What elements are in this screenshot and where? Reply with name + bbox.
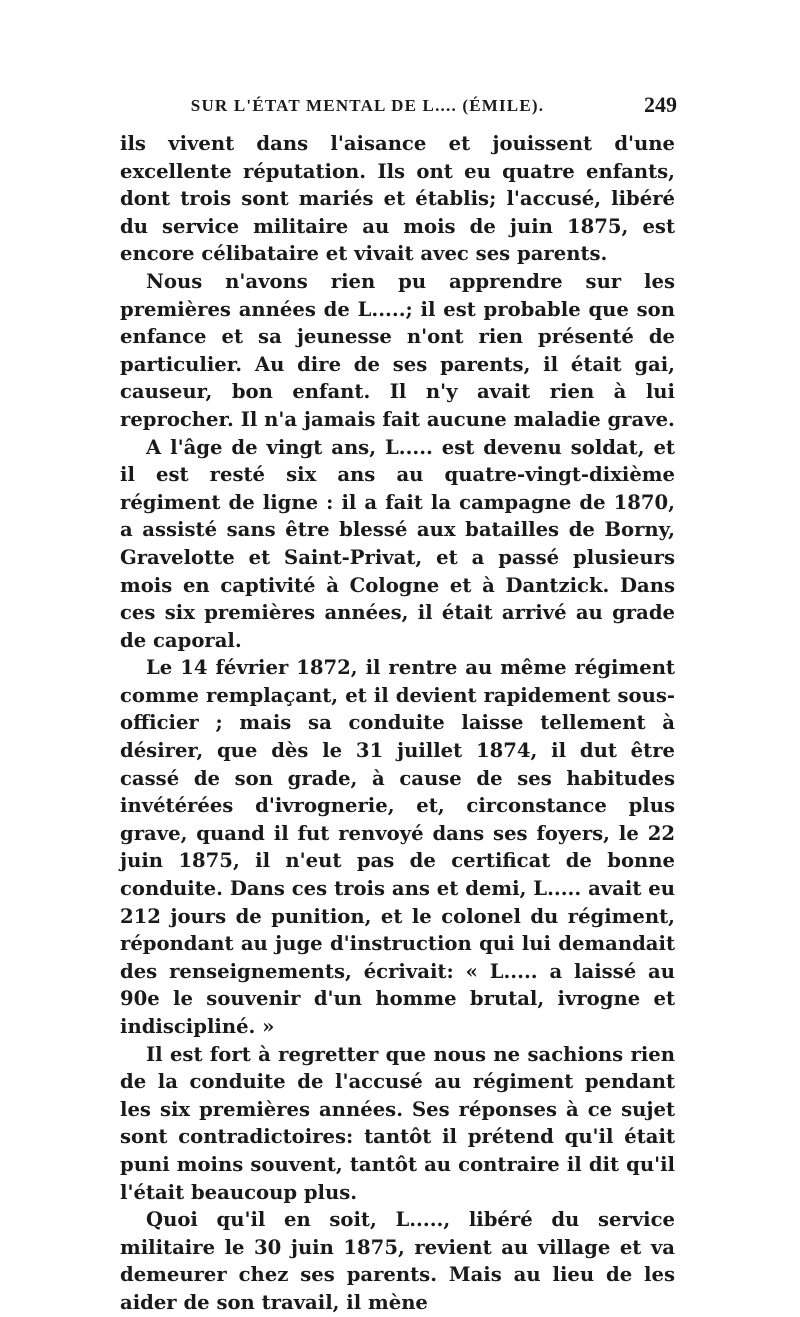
paragraph-regiment-conduct: Il est fort à regretter que nous ne sachions rien de la conduite de l'accusé au régiment pendant les six premières années. Ses réponses à ce sujet sont contradictoires: tantôt il prétend qu'il était puni moins souvent, tantôt au contraire il dit qu'il l'était beaucoup plus.	[120, 1042, 675, 1204]
book-page	[120, 88, 675, 1317]
paragraph-early-years: Nous n'avons rien pu apprendre sur les premières années de L.....; il est probable que son enfance et sa jeunesse n'ont rien présenté de particulier. Au dire de ses parents, il était gai, causeur, bon enfant. Il n'y avait rien à lui reprocher. Il n'a jamais fait aucune maladie grave.	[120, 269, 675, 431]
running-title: SUR L'ÉTAT MENTAL DE L.... (ÉMILE).	[190, 96, 545, 115]
running-header	[120, 88, 675, 128]
paragraph-reenlistment: Le 14 février 1872, il rentre au même régiment comme remplaçant, et il devient rapidement sous-officier ; mais sa conduite laisse tellement à désirer, que dès le 31 juillet 1874, il dut être cassé de son grade, à cause de ses habitudes invétérées d'ivrognerie, et, circonstance plus grave, quand il fut renvoyé dans ses foyers, le 22 juin 1875, il n'eut pas de certificat de bonne conduite. Dans ces trois ans et demi, L..... avait eu 212 jours de punition, et le colonel du régiment, répondant au juge d'instruction qui lui demandait des renseignements, écrivait: « L..... a laissé au 90e le souvenir d'un homme brutal, ivrogne et indiscipliné. »	[120, 656, 675, 1038]
paragraph-return-village: Quoi qu'il en soit, L....., libéré du service militaire le 30 juin 1875, revient au village et va demeurer chez ses parents. Mais au lieu de les aider de son travail, il mène	[120, 1208, 675, 1314]
body-text	[120, 130, 675, 1317]
paragraph-continuation: ils vivent dans l'aisance et jouissent d'une excellente réputation. Ils ont eu quatre enfants, dont trois sont mariés et établis; l'accusé, libéré du service militaire au mois de juin 1875, est encore célibataire et vivait avec ses parents.	[120, 132, 675, 266]
page-number: 249	[644, 92, 677, 117]
paragraph-military-service: A l'âge de vingt ans, L..... est devenu soldat, et il est resté six ans au quatre-vingt-dixième régiment de ligne : il a fait la campagne de 1870, a assisté sans être blessé aux batailles de Borny, Gravelotte et Saint-Privat, et a passé plusieurs mois en captivité à Cologne et à Dantzick. Dans ces six premières années, il était arrivé au grade de caporal.	[120, 435, 675, 652]
